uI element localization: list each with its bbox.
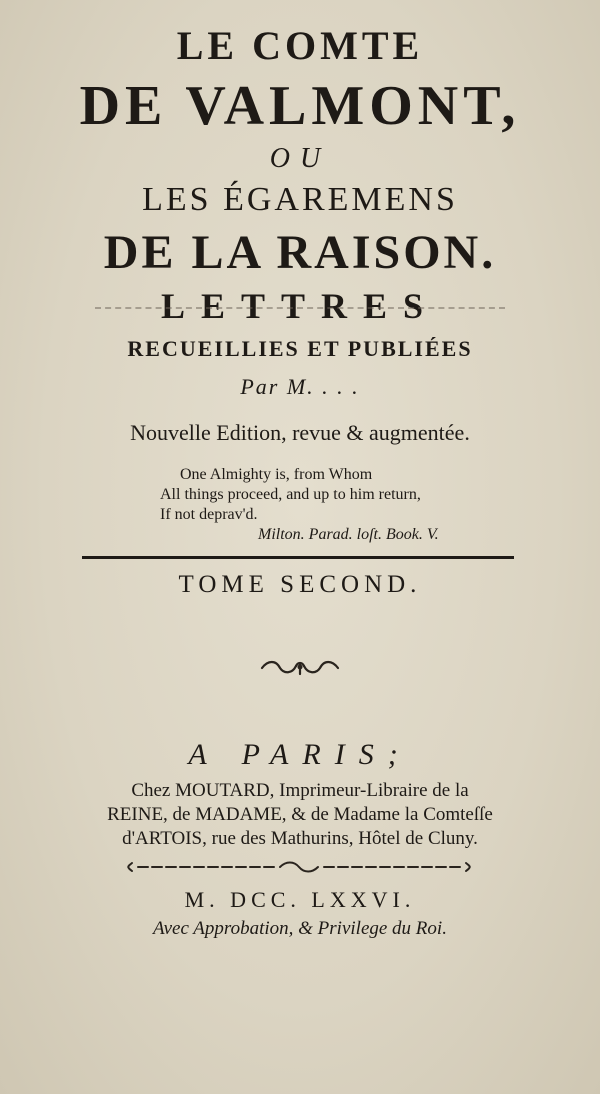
- publication-date: M. DCC. LXXVI.: [184, 887, 416, 912]
- horizontal-rule: [82, 556, 514, 559]
- author-line: Par M. . . .: [240, 374, 360, 399]
- title-line-3: OU: [269, 143, 331, 174]
- title-line-1: LE COMTE: [176, 23, 424, 68]
- dotted-rule: [95, 307, 505, 309]
- flourish-ornament-icon: [258, 656, 342, 678]
- epigraph-source: Milton. Parad. loſt. Book. V.: [258, 526, 439, 543]
- title-line-4: LES ÉGAREMENS: [142, 181, 458, 218]
- imprint-line-2: REINE, de MADAME, & de Madame la Comteſſe: [107, 804, 493, 825]
- title-line-5: DE LA RAISON.: [103, 226, 497, 279]
- privilege-line: Avec Approbation, & Privilege du Roi.: [153, 918, 447, 939]
- subtitle-lettres: LETTRES: [160, 286, 440, 326]
- epigraph-line-1: One Almighty is, from Whom: [180, 466, 373, 483]
- imprint-line-1: Chez MOUTARD, Imprimeur-Libraire de la: [131, 780, 469, 801]
- ornamental-rule-icon: [124, 860, 474, 874]
- edition-line: Nouvelle Edition, revue & augmentée.: [130, 420, 470, 445]
- subtitle-recueillies: RECUEILLIES ET PUBLIÉES: [127, 336, 473, 361]
- imprint-line-3: d'ARTOIS, rue des Mathurins, Hôtel de Cluny.: [122, 828, 478, 849]
- epigraph-line-3: If not deprav'd.: [160, 506, 258, 523]
- imprint-place: A PARIS;: [188, 738, 412, 771]
- volume-label: TOME SECOND.: [178, 571, 422, 598]
- title-line-2: DE VALMONT,: [79, 75, 521, 137]
- epigraph-line-2: All things proceed, and up to him return,: [160, 486, 421, 503]
